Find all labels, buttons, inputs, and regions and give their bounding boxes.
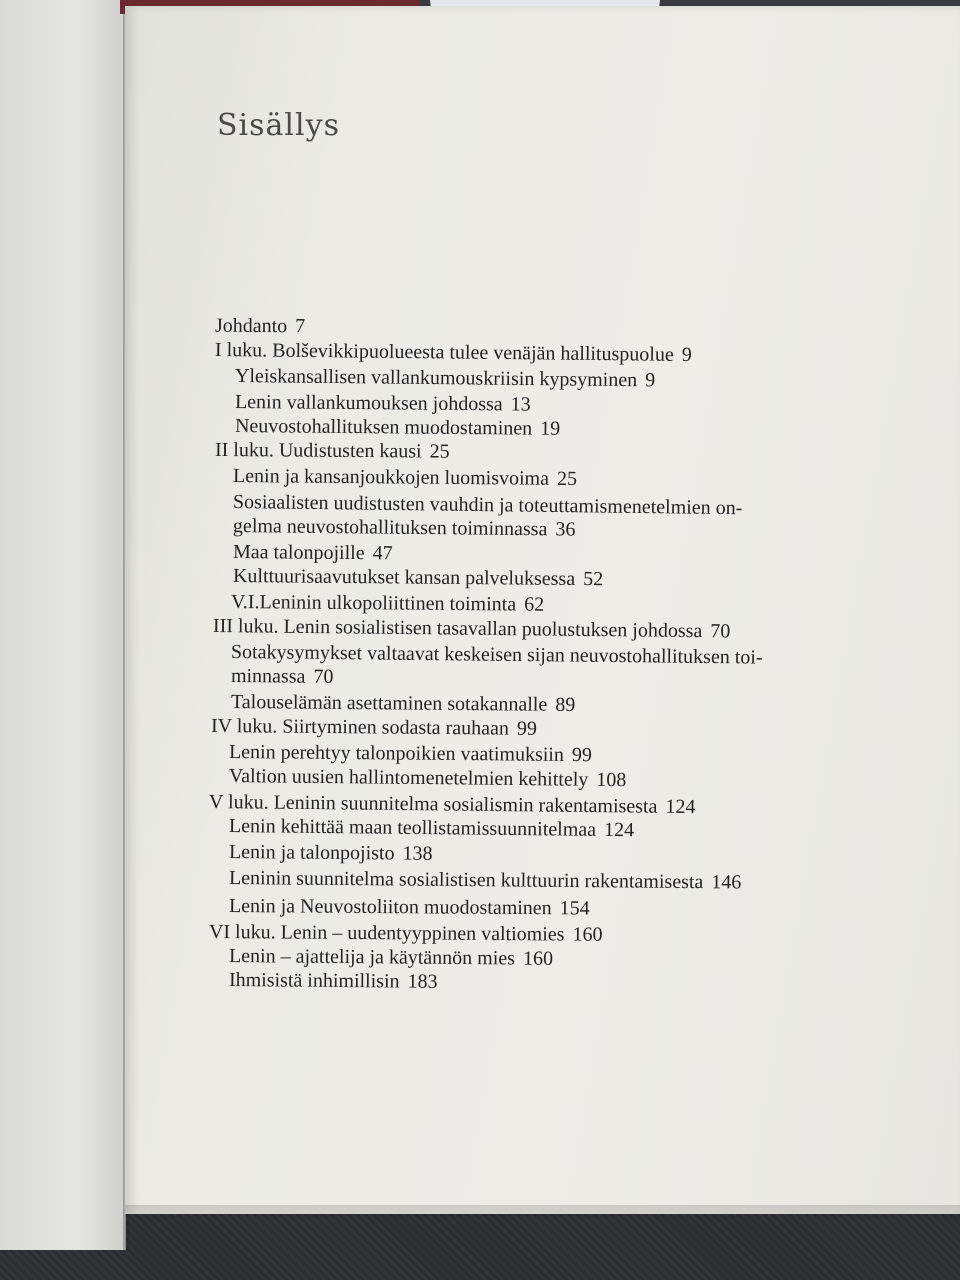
toc-entry-title: Johdanto — [214, 314, 288, 338]
toc-entry-page: 70 — [710, 620, 731, 643]
toc-entry — [229, 764, 627, 792]
toc-entry-title: II luku. Uudistusten kausi — [214, 439, 422, 463]
toc-entry-title: Lenin ja Neuvostoliiton muodostaminen — [228, 895, 552, 920]
toc-entry — [231, 590, 544, 617]
toc-entry — [229, 944, 553, 971]
toc-entry-page: 7 — [295, 315, 306, 338]
toc-entry-title: Talouselämän asettaminen sotakannalle — [230, 691, 548, 716]
toc-entry — [211, 714, 537, 741]
toc-entry-title: V.I.Leninin ulkopoliittinen toiminta — [230, 591, 517, 616]
toc-entry — [231, 664, 334, 689]
toc-entry-title: Sosiaalisten uudistusten vauhdin ja toteuttamismenetelmien on- — [232, 491, 743, 520]
toc-entry-page: 47 — [372, 542, 393, 565]
toc-entry-page: 124 — [665, 795, 696, 819]
toc-entry — [229, 968, 438, 994]
toc-entry-title: Leninin suunnitelma sosialistisen kulttuurin rakentamisesta — [228, 867, 704, 894]
toc-entry-title: Neuvostohallituksen muodostaminen — [234, 415, 533, 440]
toc-entry — [229, 894, 590, 921]
toc-entry — [215, 314, 305, 338]
toc-entry-page: 183 — [407, 970, 438, 993]
toc-entry — [235, 414, 560, 441]
toc-entry-title: Lenin ja talonpojisto — [228, 841, 395, 865]
toc-entry-title: Yleiskansallisen vallankumouskriisin kypsyminen — [234, 365, 638, 392]
toc-entry-page: 62 — [524, 593, 545, 616]
toc-entry-title: V luku. Leninin suunnitelma sosialismin rakentamisesta — [208, 791, 658, 818]
toc-entry-title: IV luku. Siirtyminen sodasta rauhaan — [210, 715, 510, 740]
toc-entry-page: 99 — [516, 717, 538, 740]
toc-entry — [229, 740, 592, 767]
toc-entry — [229, 840, 433, 866]
toc-entry-title: Lenin ja kansanjoukkojen luomisvoima — [232, 465, 550, 490]
toc-entry — [233, 464, 577, 491]
toc-entry-page: 138 — [402, 842, 433, 865]
toc-entry-page: 70 — [313, 665, 334, 688]
toc-entry-title: Maa talonpojille — [232, 541, 365, 565]
toc-entry — [233, 564, 603, 591]
toc-entry-title: gelma neuvostohallituksen toiminnassa — [232, 515, 548, 541]
toc-entry-page: 52 — [583, 568, 604, 591]
toc-entry — [233, 514, 576, 542]
toc-entry-page: 36 — [555, 518, 576, 541]
toc-entry-title: Kulttuurisaavutukset kansan palveluksessa — [232, 565, 576, 590]
toc-entry-page: 108 — [596, 768, 627, 792]
toc-entry-page: 124 — [603, 818, 635, 842]
toc-entry-title: III luku. Lenin sosialistisen tasavallan puolustuksen johdossa — [212, 615, 703, 643]
toc-entry-page: 25 — [556, 467, 578, 491]
toc-entry-page: 89 — [555, 693, 576, 717]
toc-entry — [235, 390, 531, 417]
toc-entry — [235, 364, 655, 392]
toc-entry-page: 25 — [429, 440, 450, 463]
toc-entry — [231, 690, 575, 717]
toc-entry — [229, 866, 742, 894]
toc-entry-title: VI luku. Lenin – uudentyyppinen valtiomies — [208, 921, 565, 946]
toc-entry-page: 160 — [572, 923, 603, 946]
toc-entry-title: Lenin kehittää maan teollistamissuunnitelmaa — [228, 815, 597, 841]
toc-entry-title: Ihmisistä inhimillisin — [228, 969, 400, 993]
toc-entry-title: Valtion uusien hallintomenetelmien kehittely — [228, 765, 589, 791]
toc-entry — [215, 338, 692, 367]
toc-entry-title: Lenin – ajattelija ja käytännön mies — [228, 945, 516, 970]
toc-entry-page: 146 — [711, 871, 742, 894]
toc-entry-page: 154 — [559, 897, 590, 920]
toc-entry-title: minnassa — [230, 665, 306, 688]
toc-entry-page: 9 — [681, 343, 692, 366]
toc-entry-title: Lenin vallankumouksen johdossa — [234, 391, 503, 416]
toc-entry-page: 160 — [522, 947, 554, 970]
page-title: Sisällys — [217, 108, 340, 143]
toc-entry — [233, 540, 393, 565]
toc-entry — [209, 920, 603, 947]
toc-entry — [229, 814, 634, 842]
toc-entry-page: 99 — [571, 743, 593, 767]
toc-entry-page: 9 — [645, 369, 656, 392]
toc-entry-page: 19 — [540, 417, 561, 440]
toc-entry-title: Lenin perehtyy talonpoikien vaatimuksiin — [228, 741, 565, 766]
toc-entry-title: Sotakysymykset valtaavat keskeisen sijan neuvostohallituksen toi- — [230, 641, 763, 669]
toc-entry-page: 13 — [510, 393, 531, 416]
toc-entry-title: I luku. Bolševikkipuolueesta tulee venäjän hallituspuolue — [214, 339, 674, 366]
toc-entry — [213, 614, 731, 643]
toc-entry — [215, 438, 450, 464]
